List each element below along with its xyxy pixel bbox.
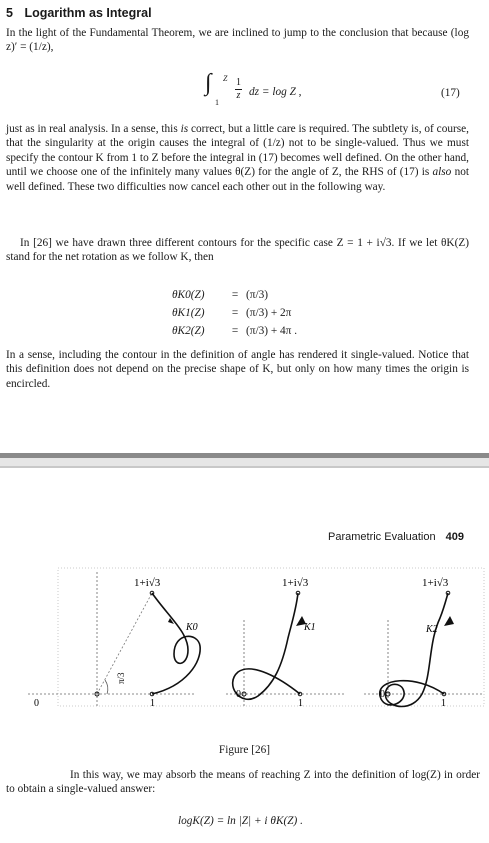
equation-17-rhs: dz = log Z , bbox=[249, 86, 302, 98]
angle-rhs: (π/3) + 2π bbox=[246, 307, 292, 319]
p2-emphasis-also: also bbox=[432, 166, 452, 179]
angle-rhs: (π/3) bbox=[246, 289, 269, 301]
p2-text-c: not well defined. These two difficulties now cancel each other out in the following way. bbox=[6, 166, 469, 193]
paragraph-1: In the light of the Fundamental Theorem, we are inclined to jump to the conclusion that because (log z)′ = (1/z), bbox=[6, 27, 469, 54]
equals-sign: = bbox=[231, 325, 239, 337]
contour-k1 bbox=[233, 593, 300, 699]
final-equation: logK(Z) = ln |Z| + i θK(Z) . bbox=[178, 815, 303, 827]
angle-row bbox=[172, 286, 297, 304]
paragraph-5: In this way, we may absorb the means of reaching Z into the definition of log(Z) in order to obtain a single-valued answer: bbox=[6, 769, 480, 796]
paragraph-3: In [26] we have drawn three different contours for the specific case Z = 1 + i√3. If we let θK(Z) stand for the net rotation as we follow K, then bbox=[6, 237, 469, 264]
paragraph-4: In a sense, including the contour in the definition of angle has rendered it single-valued. Notice that this definition does not depend on the precise shape of K, but only on how many times the origin is encircled. bbox=[6, 349, 469, 390]
contour-label: K0 bbox=[186, 622, 198, 633]
angle-equations bbox=[172, 286, 297, 340]
integral-lower-limit: 1 bbox=[215, 98, 219, 107]
one-label: 1 bbox=[298, 698, 303, 709]
contour-k0 bbox=[152, 593, 200, 694]
section-heading bbox=[6, 6, 152, 20]
origin-label: 0 bbox=[236, 689, 241, 700]
integral-upper-limit: Z bbox=[223, 74, 228, 83]
panel-k1 bbox=[226, 591, 346, 706]
paragraph-2 bbox=[6, 122, 469, 194]
angle-rhs: (π/3) + 4π . bbox=[246, 325, 298, 337]
origin-label: 0 bbox=[380, 689, 385, 700]
contour-k2 bbox=[380, 593, 448, 707]
section-number: 5 bbox=[6, 6, 13, 20]
fraction-numerator: 1 bbox=[236, 77, 241, 88]
integral-sign: ∫ bbox=[205, 70, 212, 96]
angle-label: π/3 bbox=[116, 672, 126, 684]
z-label: 1+i√3 bbox=[282, 577, 309, 589]
origin-label: 0 bbox=[34, 698, 39, 709]
contour-label: K2 bbox=[426, 624, 438, 635]
page-gap bbox=[0, 458, 489, 466]
angle-row bbox=[172, 304, 297, 322]
figure-26 bbox=[34, 566, 486, 709]
z-label: 1+i√3 bbox=[134, 577, 161, 589]
p2-emphasis-is: is bbox=[180, 123, 189, 135]
equals-sign: = bbox=[231, 307, 239, 319]
equation-number-17: (17) bbox=[441, 87, 460, 99]
figure-frame bbox=[58, 568, 484, 706]
page-number: 409 bbox=[445, 531, 464, 543]
angle-row bbox=[172, 322, 297, 340]
running-head-title: Parametric Evaluation bbox=[328, 531, 436, 543]
angle-lhs: θK2(Z) bbox=[172, 325, 205, 337]
section-title: Logarithm as Integral bbox=[24, 6, 152, 20]
integrand-fraction bbox=[235, 78, 242, 101]
p2-text-b: correct, but a little care is required. The subtlety is, of course, that the singularity at the origin causes the integral of (1/z) not to be single-valued. Thus we must specify the contour K from 1 to Z before the integral in (17) becomes well defined. On the other hand, until we choose one of the infinitely many values θ(Z) for the angle of Z, the RHS of (17) is bbox=[6, 123, 469, 179]
one-label: 1 bbox=[441, 698, 446, 709]
angle-lhs: θK0(Z) bbox=[172, 289, 205, 301]
z-label: 1+i√3 bbox=[422, 577, 449, 589]
panel-k0 bbox=[28, 570, 200, 706]
one-label: 1 bbox=[150, 698, 155, 709]
p2-text-a: just as in real analysis. In a sense, this bbox=[6, 123, 181, 135]
fraction-denominator: z bbox=[236, 90, 241, 101]
angle-lhs: θK1(Z) bbox=[172, 307, 205, 319]
running-head bbox=[328, 531, 464, 543]
figure-caption: Figure [26] bbox=[218, 744, 271, 756]
contour-label: K1 bbox=[304, 622, 316, 633]
angle-arc bbox=[105, 680, 108, 694]
page-divider-shadow bbox=[0, 466, 489, 468]
arrow-head bbox=[444, 616, 454, 626]
equals-sign: = bbox=[231, 289, 239, 301]
